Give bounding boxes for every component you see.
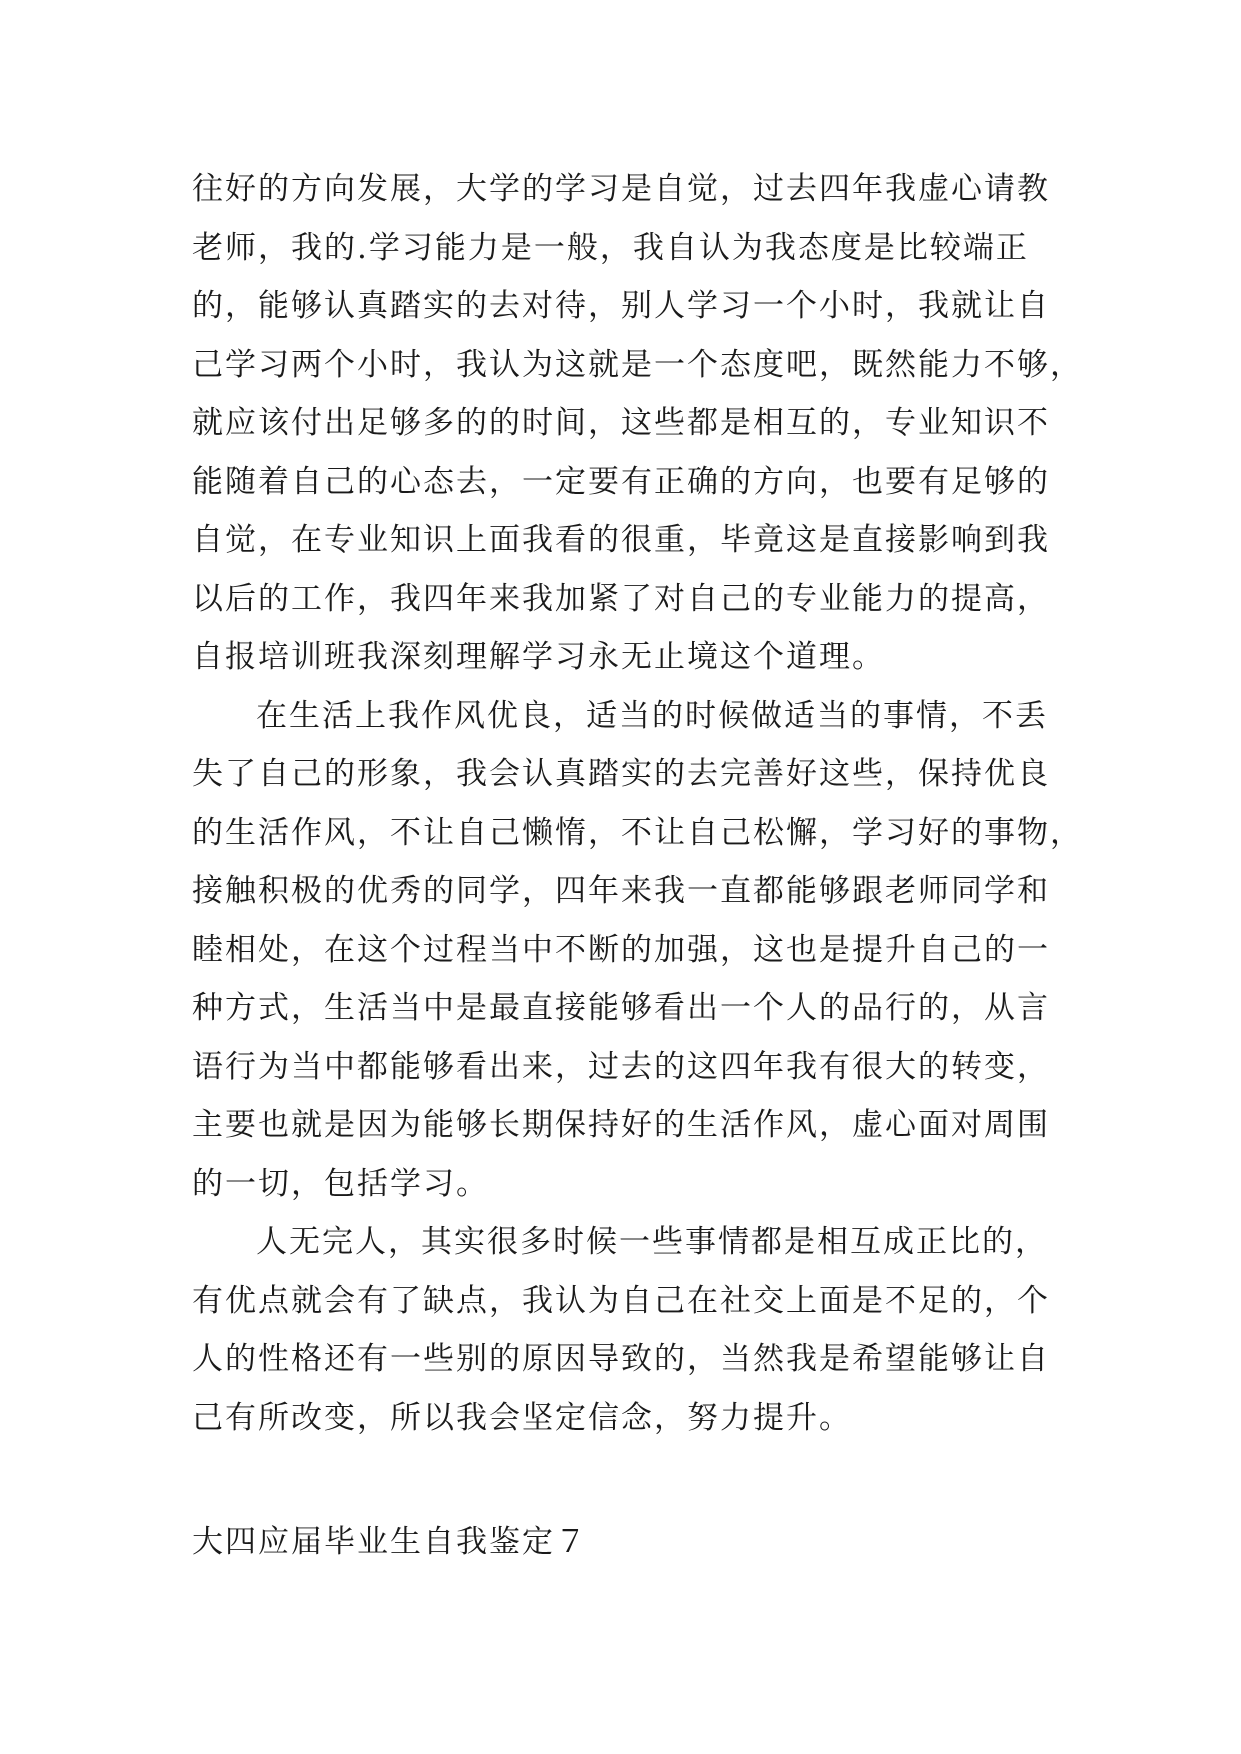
text-line: 人的性格还有一些别的原因导致的，当然我是希望能够让自 [192, 1341, 1050, 1377]
paragraph-study [192, 160, 1083, 687]
text-line: 主要也就是因为能够长期保持好的生活作风，虚心面对周围 [192, 1107, 1050, 1143]
text-line: 人无完人，其实很多时候一些事情都是相互成正比的， [256, 1224, 1048, 1260]
section-spacer [192, 1447, 1052, 1513]
paragraph-life [192, 687, 1083, 1214]
text-line: 睦相处，在这个过程当中不断的加强，这也是提升自己的一 [192, 931, 1050, 968]
text-line: 就应该付出足够多的的时间，这些都是相互的，专业知识不 [192, 405, 1050, 441]
text-line: 的，能够认真踏实的去对待，别人学习一个小时，我就让自 [192, 288, 1050, 324]
section-heading: 大四应届毕业生自我鉴定７ [192, 1524, 588, 1560]
text-line: 失了自己的形象，我会认真踏实的去完善好这些，保持优良 [192, 756, 1050, 792]
text-line: 的一切，包括学习。 [192, 1165, 489, 1202]
text-line: 的生活作风，不让自己懒惰，不让自己松懈，学习好的事物， [192, 814, 1083, 851]
text-line: 自报培训班我深刻理解学习永无止境这个道理。 [192, 639, 885, 675]
text-line: 接触积极的优秀的同学，四年来我一直都能够跟老师同学和 [192, 873, 1050, 909]
text-line: 自觉，在专业知识上面我看的很重，毕竟这是直接影响到我 [192, 522, 1050, 558]
text-line: 种方式，生活当中是最直接能够看出一个人的品行的，从言 [192, 990, 1050, 1026]
text-line: 己有所改变，所以我会坚定信念，努力提升。 [192, 1399, 852, 1436]
text-line: 以后的工作，我四年来我加紧了对自己的专业能力的提高， [192, 580, 1050, 617]
text-line: 往好的方向发展，大学的学习是自觉，过去四年我虚心请教 [192, 171, 1050, 207]
text-line: 老师，我的.学习能力是一般，我自认为我态度是比较端正 [192, 229, 1029, 266]
text-line: 语行为当中都能够看出来，过去的这四年我有很大的转变， [192, 1048, 1050, 1085]
text-line: 己学习两个小时，我认为这就是一个态度吧，既然能力不够， [192, 346, 1083, 383]
text-line: 能随着自己的心态去，一定要有正确的方向，也要有足够的 [192, 463, 1050, 500]
document-body [192, 160, 1083, 1572]
text-line: 在生活上我作风优良，适当的时候做适当的事情，不丢 [256, 697, 1048, 734]
paragraph-shortcomings [192, 1213, 1052, 1447]
text-line: 有优点就会有了缺点，我认为自己在社交上面是不足的，个 [192, 1282, 1050, 1319]
